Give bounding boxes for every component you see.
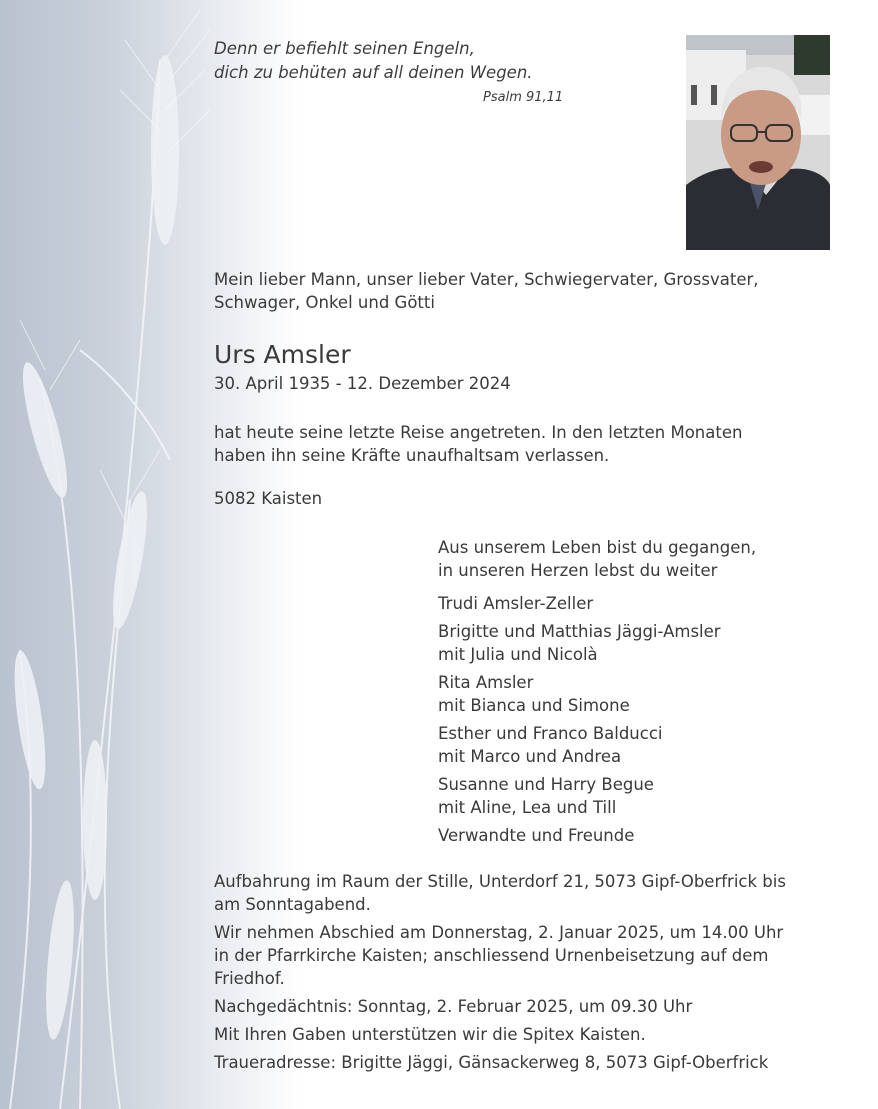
life-dates: 30. April 1935 - 12. Dezember 2024: [214, 374, 511, 393]
message-line: haben ihn seine Kräfte unaufhaltsam verlassen.: [214, 446, 610, 465]
portrait-photo: [686, 35, 830, 250]
intro-line: Mein lieber Mann, unser lieber Vater, Schwiegervater, Grossvater,: [214, 270, 759, 289]
message-text: [214, 421, 834, 467]
verse-line: Denn er befiehlt seinen Engeln,: [214, 39, 475, 58]
family-quote: [438, 536, 838, 582]
deceased-name: Urs Amsler: [214, 340, 351, 369]
family-block: [438, 536, 838, 852]
message-line: hat heute seine letzte Reise angetreten. In den letzten Monaten: [214, 423, 743, 442]
mourner-line: Trudi Amsler-Zeller: [438, 594, 594, 613]
funeral-notices: [214, 870, 834, 1079]
notice-address: [214, 1051, 834, 1074]
notice-line: Traueradresse: Brigitte Jäggi, Gänsackerweg 8, 5073 Gipf-Oberfrick: [214, 1053, 769, 1072]
mourner-entry: [438, 592, 838, 615]
notice-line: in der Pfarrkirche Kaisten; anschliessend Urnenbeisetzung auf dem: [214, 946, 769, 965]
notice-line: Friedhof.: [214, 969, 285, 988]
mourner-line: mit Aline, Lea und Till: [438, 798, 617, 817]
mourner-entry: [438, 671, 838, 717]
quote-line: Aus unserem Leben bist du gegangen,: [438, 538, 757, 557]
notice-line: Mit Ihren Gaben unterstützen wir die Spitex Kaisten.: [214, 1025, 646, 1044]
quote-line: in unseren Herzen lebst du weiter: [438, 561, 718, 580]
notice-line: am Sonntagabend.: [214, 895, 371, 914]
notice-memorial: [214, 995, 834, 1018]
notice-viewing: [214, 870, 834, 916]
intro-line: Schwager, Onkel und Götti: [214, 293, 435, 312]
intro-text: [214, 268, 834, 314]
mourner-entry: [438, 620, 838, 666]
mourner-line: Esther und Franco Balducci: [438, 724, 663, 743]
mourner-line: Brigitte und Matthias Jäggi-Amsler: [438, 622, 721, 641]
portrait-illustration: [686, 35, 830, 250]
notice-line: Aufbahrung im Raum der Stille, Unterdorf 21, 5073 Gipf-Oberfrick bis: [214, 872, 786, 891]
mourner-line: Susanne und Harry Begue: [438, 775, 654, 794]
notice-line: Wir nehmen Abschied am Donnerstag, 2. Januar 2025, um 14.00 Uhr: [214, 923, 784, 942]
mourner-line: Verwandte und Freunde: [438, 826, 635, 845]
verse-line: dich zu behüten auf all deinen Wegen.: [214, 63, 533, 82]
notice-donations: [214, 1023, 834, 1046]
verse-reference: Psalm 91,11: [483, 90, 564, 105]
bible-verse: [214, 37, 533, 85]
mourner-entry: [438, 824, 838, 847]
notice-farewell: [214, 921, 834, 990]
mourner-line: Rita Amsler: [438, 673, 534, 692]
mourner-line: mit Marco und Andrea: [438, 747, 622, 766]
mourner-entry: [438, 773, 838, 819]
mourner-line: mit Julia und Nicolà: [438, 645, 598, 664]
mourner-entry: [438, 722, 838, 768]
mourner-line: mit Bianca und Simone: [438, 696, 630, 715]
place: 5082 Kaisten: [214, 489, 323, 508]
notice-line: Nachgedächtnis: Sonntag, 2. Februar 2025, um 09.30 Uhr: [214, 997, 693, 1016]
